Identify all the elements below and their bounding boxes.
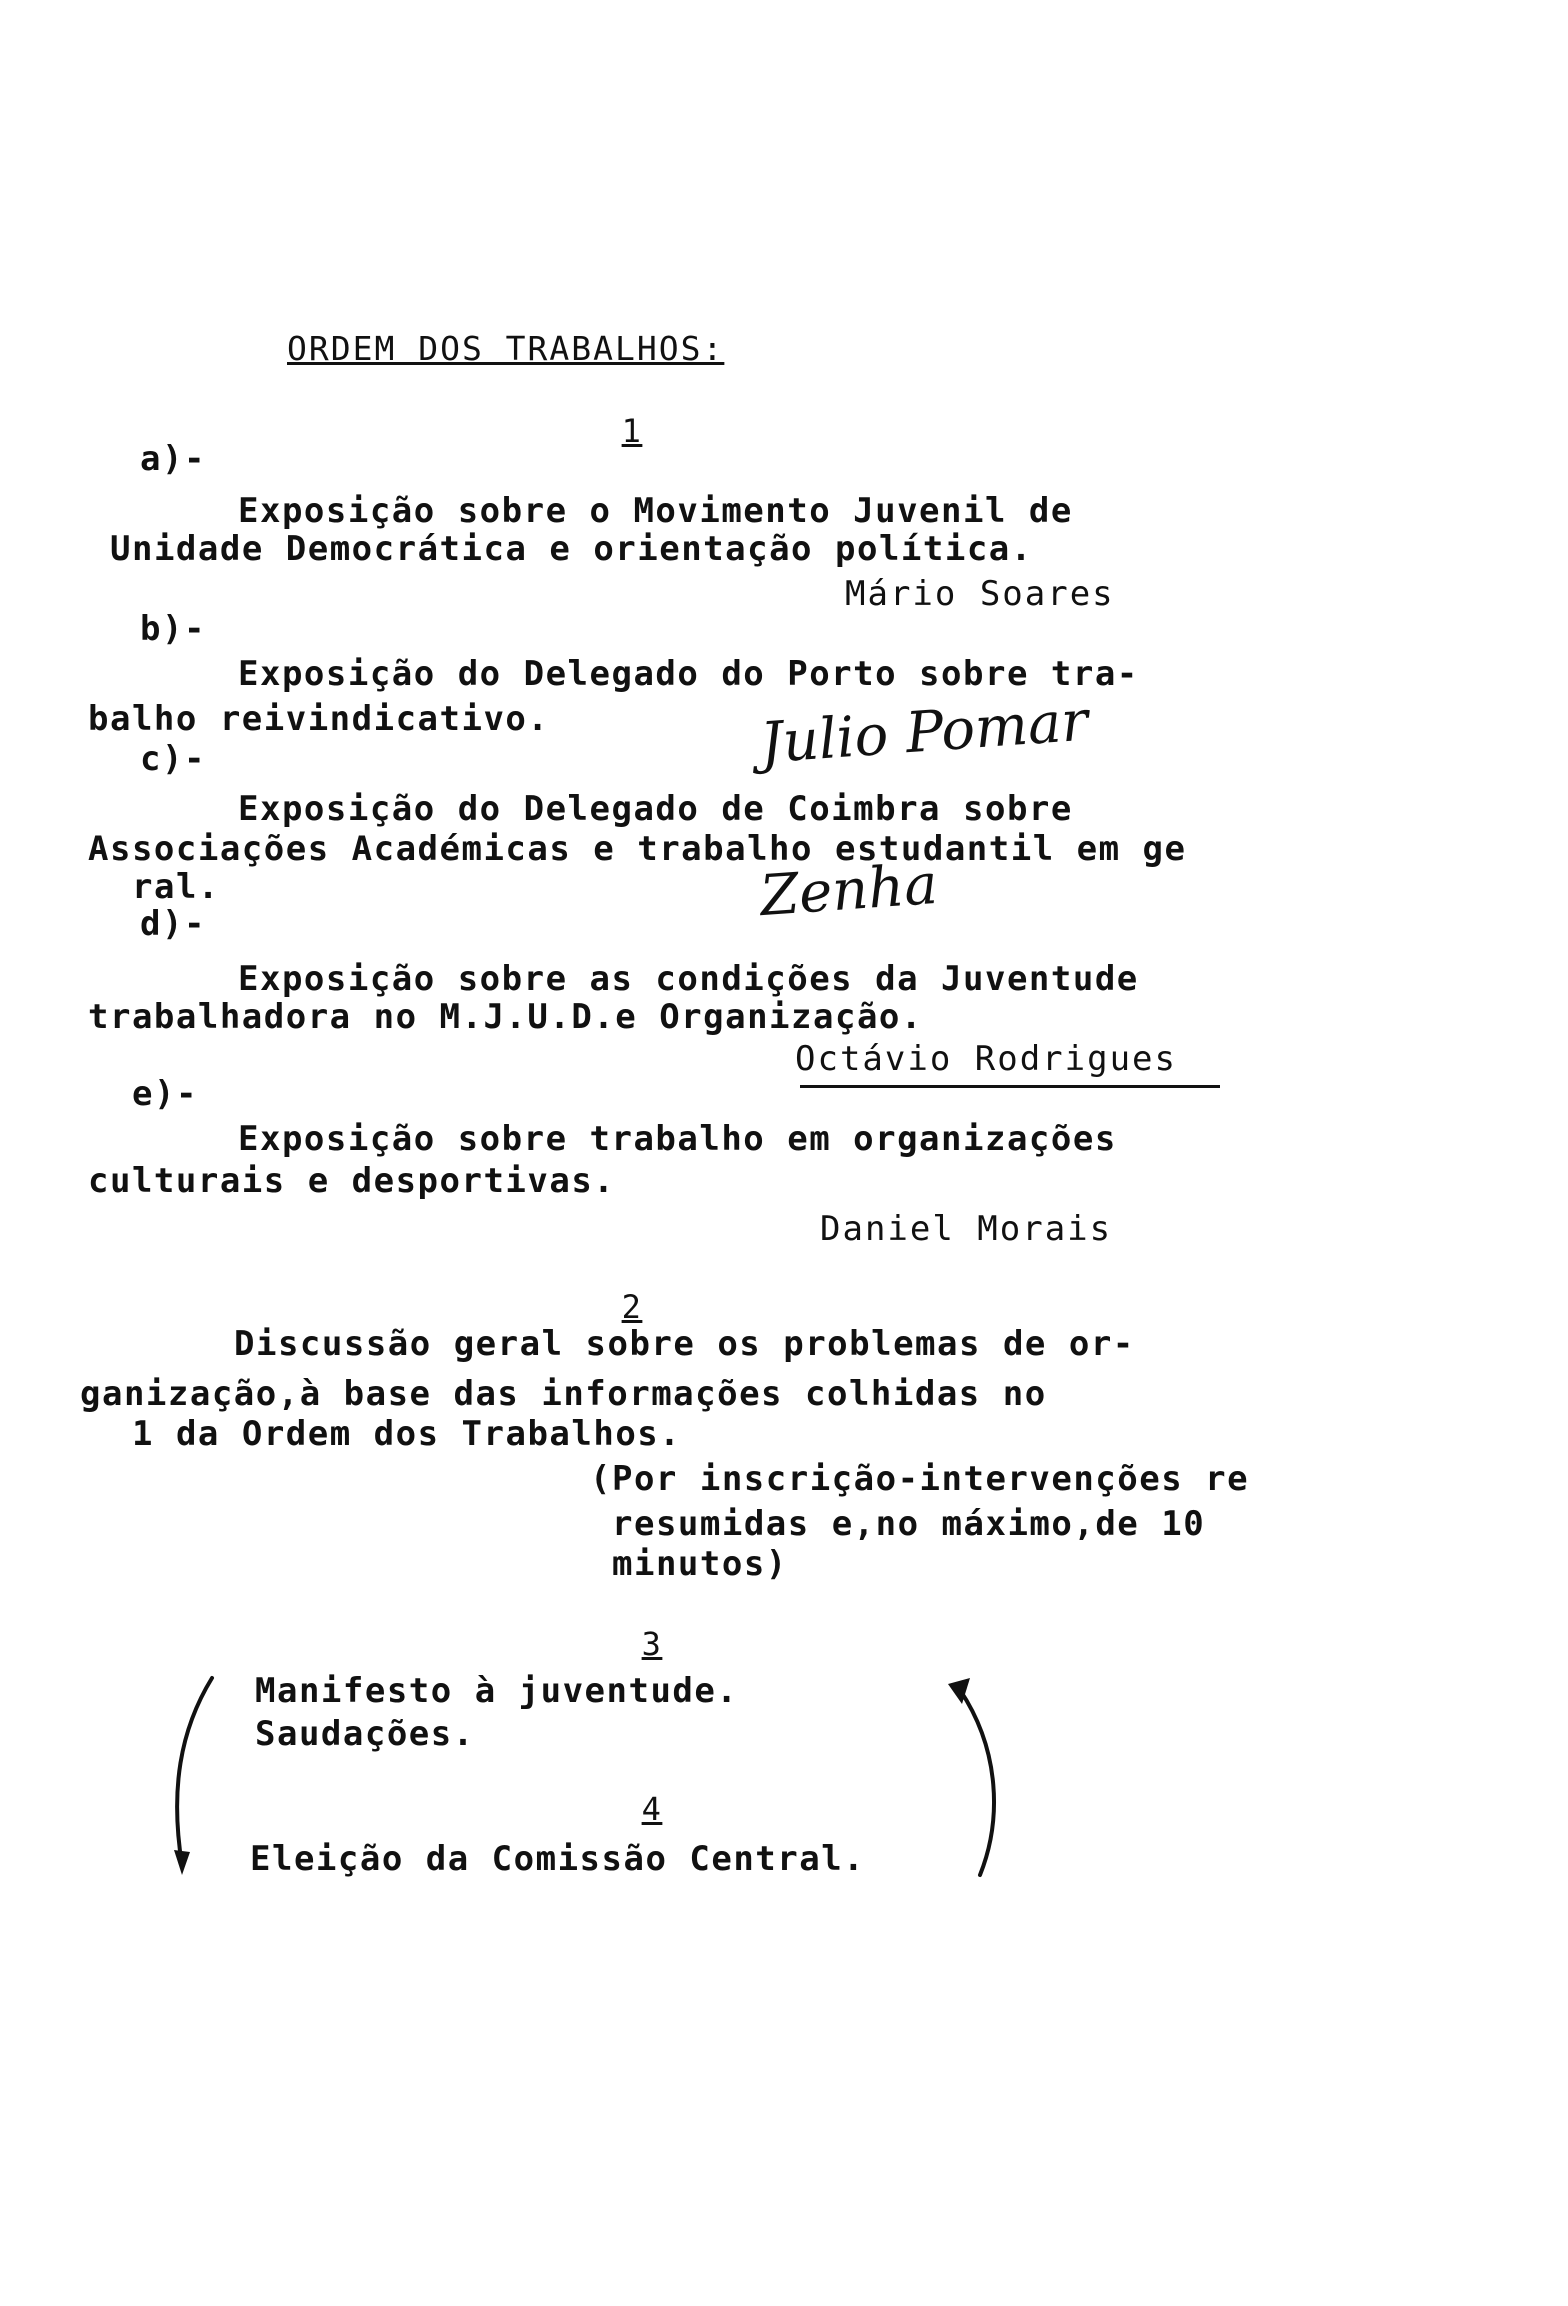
item-e-line-2: culturais e desportivas. <box>88 1161 616 1201</box>
item-e-label: e)- <box>132 1074 198 1114</box>
document-title: ORDEM DOS TRABALHOS: <box>287 329 725 368</box>
section-2-line-1: Discussão geral sobre os problemas de or- <box>234 1324 1135 1364</box>
item-a-label: a)- <box>140 439 206 479</box>
section-2-line-3: 1 da Ordem dos Trabalhos. <box>132 1414 682 1454</box>
item-a-line-1: Exposição sobre o Movimento Juvenil de <box>238 491 1073 531</box>
section-1-number: 1 <box>621 412 643 450</box>
item-b-label: b)- <box>140 609 206 649</box>
item-c-handwritten-signature: Zenha <box>757 851 940 930</box>
item-a-author: Mário Soares <box>845 574 1115 614</box>
item-c-label: c)- <box>140 739 206 779</box>
item-b-handwritten-signature: Julio Pomar <box>758 688 1091 777</box>
section-2-note-line-3: minutos) <box>612 1544 788 1584</box>
section-2-note-line-2: resumidas e,no máximo,de 10 <box>612 1504 1206 1544</box>
section-3-line-1: Manifesto à juventude. <box>255 1671 739 1711</box>
item-c-line-2: Associações Académicas e trabalho estudantil em ge <box>88 829 1187 869</box>
handwritten-swap-arrows-icon <box>150 1660 1030 1900</box>
item-b-line-2: balho reivindicativo. <box>88 699 550 739</box>
section-2-number: 2 <box>621 1288 643 1326</box>
item-d-label: d)- <box>140 904 206 944</box>
item-c-line-3: ral. <box>132 867 220 907</box>
section-3-line-2: Saudações. <box>255 1714 475 1754</box>
section-2-line-2: ganização,à base das informações colhidas no <box>80 1374 1047 1414</box>
section-4-line-1: Eleição da Comissão Central. <box>250 1839 866 1879</box>
item-c-line-1: Exposição do Delegado de Coimbra sobre <box>238 789 1073 829</box>
section-2-note-line-1: (Por inscrição-intervenções re <box>590 1459 1250 1499</box>
item-e-line-1: Exposição sobre trabalho em organizações <box>238 1119 1117 1159</box>
item-b-line-1: Exposição do Delegado do Porto sobre tra- <box>238 654 1139 694</box>
section-3-number: 3 <box>641 1625 663 1663</box>
item-d-author-underline <box>800 1085 1220 1088</box>
item-a-line-2: Unidade Democrática e orientação política. <box>110 529 1033 569</box>
item-d-line-1: Exposição sobre as condições da Juventude <box>238 959 1139 999</box>
item-e-author: Daniel Morais <box>820 1209 1113 1249</box>
item-d-author: Octávio Rodrigues <box>795 1039 1177 1079</box>
item-d-line-2: trabalhadora no M.J.U.D.e Organização. <box>88 997 923 1037</box>
section-4-number: 4 <box>641 1790 663 1828</box>
